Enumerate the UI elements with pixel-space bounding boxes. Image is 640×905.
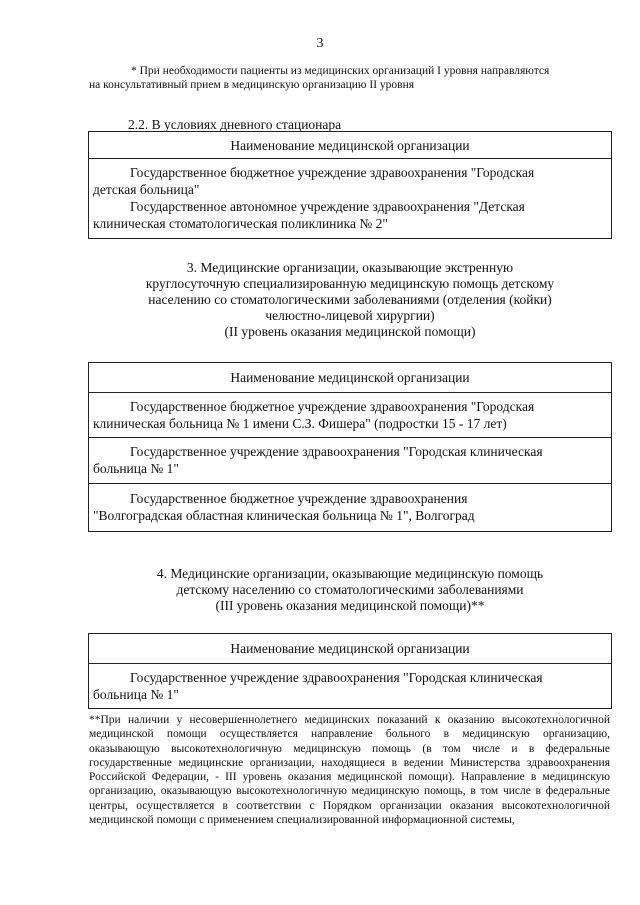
table-row	[89, 393, 612, 438]
section-2-2-heading: 2.2. В условиях дневного стационара	[128, 117, 342, 132]
org-name-line: Государственное бюджетное учреждение здравоохранения "Городская	[130, 399, 535, 414]
page-number: 3	[316, 36, 324, 51]
org-name-line: детская больница"	[93, 182, 200, 197]
org-name-line: Государственное учреждение здравоохранения "Городская клиническая	[130, 670, 543, 685]
org-name-line: клиническая стоматологическая поликлиника № 2"	[93, 216, 388, 231]
table-row	[89, 664, 612, 709]
heading-line: населению со стоматологическими заболеваниями (отделения (койки)	[148, 292, 552, 307]
heading-line: круглосуточную специализированную медицинскую помощь детскому	[145, 276, 555, 291]
table-row	[89, 438, 612, 484]
table-header: Наименование медицинской организации	[89, 363, 612, 393]
level1-note-line2: на консультативный прием в медицинскую организацию II уровня	[89, 79, 415, 91]
heading-line: челюстно-лицевой хирургии)	[265, 308, 435, 323]
org-name-line: клиническая больница № 1 имени С.З. Фишера" (подростки 15 - 17 лет)	[93, 416, 507, 431]
org-name-line: Государственное автономное учреждение здравоохранения "Детская	[130, 199, 525, 214]
heading-line: 4. Медицинские организации, оказывающие медицинскую помощь	[156, 566, 544, 581]
level3-orgs-table	[88, 633, 612, 709]
table-header: Наименование медицинской организации	[89, 634, 612, 664]
section-3-heading	[88, 260, 612, 340]
heading-line: (III уровень оказания медицинской помощи)**	[215, 598, 485, 613]
org-name-line: Государственное учреждение здравоохранения "Городская клиническая	[130, 444, 543, 459]
emergency-orgs-table	[88, 362, 612, 532]
org-name-line: больница № 1"	[93, 687, 179, 702]
footnote-hightech-care: **При наличии у несовершеннолетнего медицинских показаний к оказанию высокотехнологичной медицинской помощи осуществляется направление больного в медицинскую организацию, оказывающую высокотехнологичную медицинскую помощь (в том числе и в федеральные государственные медицинские организации, находящиеся в ведении Министерства здравоохранения Российской Федерации, - III уровень оказания медицинской помощи). Направление в медицинскую организацию, оказывающую высокотехнологичную медицинскую помощь, в том числе в федеральные центры, осуществляется в соответствии с Порядком организации оказания высокотехнологичной медицинской помощи с применением специализированной информационной системы,	[89, 714, 610, 827]
heading-line: 3. Медицинские организации, оказывающие экстренную	[186, 260, 514, 275]
level1-note	[89, 64, 609, 92]
heading-line: детскому населению со стоматологическими заболеваниями	[176, 582, 524, 597]
org-name-line: Государственное бюджетное учреждение здравоохранения	[130, 491, 468, 506]
table-row	[89, 159, 612, 239]
org-name-line: больница № 1"	[93, 461, 179, 476]
section-4-heading	[88, 566, 612, 614]
org-name-line: Государственное бюджетное учреждение здравоохранения "Городская	[130, 165, 535, 180]
table-row	[89, 484, 612, 532]
heading-line: (II уровень оказания медицинской помощи)	[224, 324, 476, 339]
table-header: Наименование медицинской организации	[89, 132, 612, 159]
day-hospital-table	[88, 131, 612, 239]
org-name-line: "Волгоградская областная клиническая больница № 1", Волгоград	[93, 508, 475, 523]
level1-note-line1: * При необходимости пациенты из медицинских организаций I уровня направляются	[131, 65, 550, 77]
